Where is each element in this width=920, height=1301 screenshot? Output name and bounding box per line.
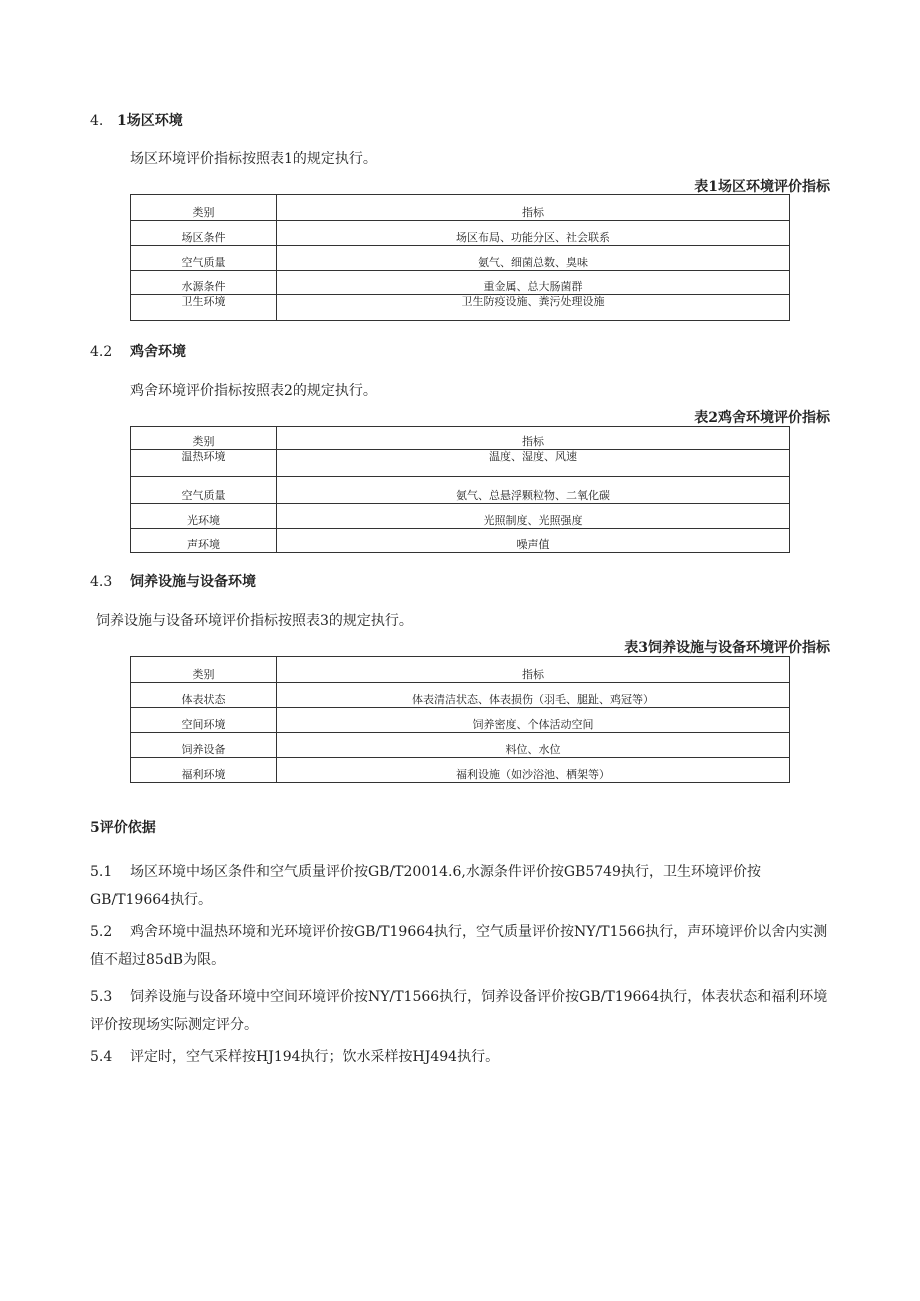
table-cell: 空气质量 xyxy=(131,477,277,504)
section-4-2-heading xyxy=(90,341,186,361)
section-number: 4.2 xyxy=(90,344,113,360)
table-cell: 场区条件 xyxy=(131,221,277,246)
table-header-row xyxy=(131,427,790,450)
table-cell: 水源条件 xyxy=(131,271,277,295)
header-indicator: 指标 xyxy=(277,195,790,221)
table-2-caption: 表2鸡舍环境评价指标 xyxy=(694,410,830,426)
table-cell: 氨气、细菌总数、臭味 xyxy=(277,246,790,271)
table-cell: 料位、水位 xyxy=(277,733,790,758)
section-4-3-intro: 饲养设施与设备环境评价指标按照表3的规定执行。 xyxy=(96,613,413,629)
table-cell: 饲养密度、个体活动空间 xyxy=(277,708,790,733)
table-row xyxy=(131,683,790,708)
header-category: 类别 xyxy=(131,657,277,683)
section-title: 饲养设施与设备环境 xyxy=(130,574,256,590)
table-cell: 温热环境 xyxy=(131,450,277,477)
table-row xyxy=(131,271,790,295)
table-header-row xyxy=(131,657,790,683)
section-5-heading: 5评价依据 xyxy=(90,820,156,836)
table-cell: 体表清洁状态、体表损伤（羽毛、腿趾、鸡冠等） xyxy=(277,683,790,708)
table-cell: 饲养设备 xyxy=(131,733,277,758)
table-cell: 卫生防疫设施、粪污处理设施 xyxy=(277,295,790,321)
section-4-2-intro: 鸡舍环境评价指标按照表2的规定执行。 xyxy=(130,383,377,399)
table-cell: 氨气、总悬浮颗粒物、二氧化碳 xyxy=(277,477,790,504)
table-row xyxy=(131,504,790,529)
table-cell: 光照制度、光照强度 xyxy=(277,504,790,529)
clause-number: 5.4 xyxy=(90,1049,113,1065)
clause-5-4 xyxy=(90,1043,830,1071)
clause-5-2 xyxy=(90,918,830,974)
table-1-caption: 表1场区环境评价指标 xyxy=(694,179,830,195)
clause-text: 饲养设施与设备环境中空间环境评价按NY/T1566执行，饲养设备评价按GB/T19664执行，体表状态和福利环境评价按现场实际测定评分。 xyxy=(90,989,828,1033)
header-category: 类别 xyxy=(131,195,277,221)
table-cell: 体表状态 xyxy=(131,683,277,708)
section-4-3-heading xyxy=(90,571,256,591)
table-3 xyxy=(130,656,790,783)
clause-number: 5.1 xyxy=(90,864,113,880)
table-row xyxy=(131,708,790,733)
table-row xyxy=(131,295,790,321)
header-indicator: 指标 xyxy=(277,657,790,683)
section-4-1-heading xyxy=(90,110,183,130)
table-row xyxy=(131,733,790,758)
table-cell: 福利设施（如沙浴池、栖架等） xyxy=(277,758,790,783)
table-1 xyxy=(130,194,790,321)
table-cell: 噪声值 xyxy=(277,529,790,553)
clause-5-1 xyxy=(90,858,830,914)
table-row xyxy=(131,758,790,783)
table-header-row xyxy=(131,195,790,221)
table-cell: 光环境 xyxy=(131,504,277,529)
table-cell: 声环境 xyxy=(131,529,277,553)
table-cell: 福利环境 xyxy=(131,758,277,783)
clause-number: 5.3 xyxy=(90,989,113,1005)
table-cell: 重金属、总大肠菌群 xyxy=(277,271,790,295)
clause-number: 5.2 xyxy=(90,924,113,940)
table-row xyxy=(131,246,790,271)
clause-text: 鸡舍环境中温热环境和光环境评价按GB/T19664执行，空气质量评价按NY/T1566执行，声环境评价以舍内实测值不超过85dB为限。 xyxy=(90,924,828,968)
section-title: 鸡舍环境 xyxy=(130,344,186,360)
clause-text: 场区环境中场区条件和空气质量评价按GB/T20014.6,水源条件评价按GB5749执行，卫生环境评价按GB/T19664执行。 xyxy=(90,864,761,908)
table-row xyxy=(131,450,790,477)
table-3-caption: 表3饲养设施与设备环境评价指标 xyxy=(624,640,830,656)
section-title: 1场区环境 xyxy=(117,113,183,129)
header-category: 类别 xyxy=(131,427,277,450)
table-row xyxy=(131,221,790,246)
table-row xyxy=(131,529,790,553)
clause-5-3 xyxy=(90,983,830,1039)
table-2 xyxy=(130,426,790,553)
header-indicator: 指标 xyxy=(277,427,790,450)
section-4-1-intro: 场区环境评价指标按照表1的规定执行。 xyxy=(130,151,377,167)
clause-text: 评定时，空气采样按HJ194执行；饮水采样按HJ494执行。 xyxy=(130,1049,500,1065)
table-cell: 温度、湿度、风速 xyxy=(277,450,790,477)
table-cell: 空间环境 xyxy=(131,708,277,733)
table-cell: 卫生环境 xyxy=(131,295,277,321)
table-row xyxy=(131,477,790,504)
section-number: 4.3 xyxy=(90,574,113,590)
table-cell: 场区布局、功能分区、社会联系 xyxy=(277,221,790,246)
table-cell: 空气质量 xyxy=(131,246,277,271)
section-number: 4. xyxy=(90,113,104,129)
